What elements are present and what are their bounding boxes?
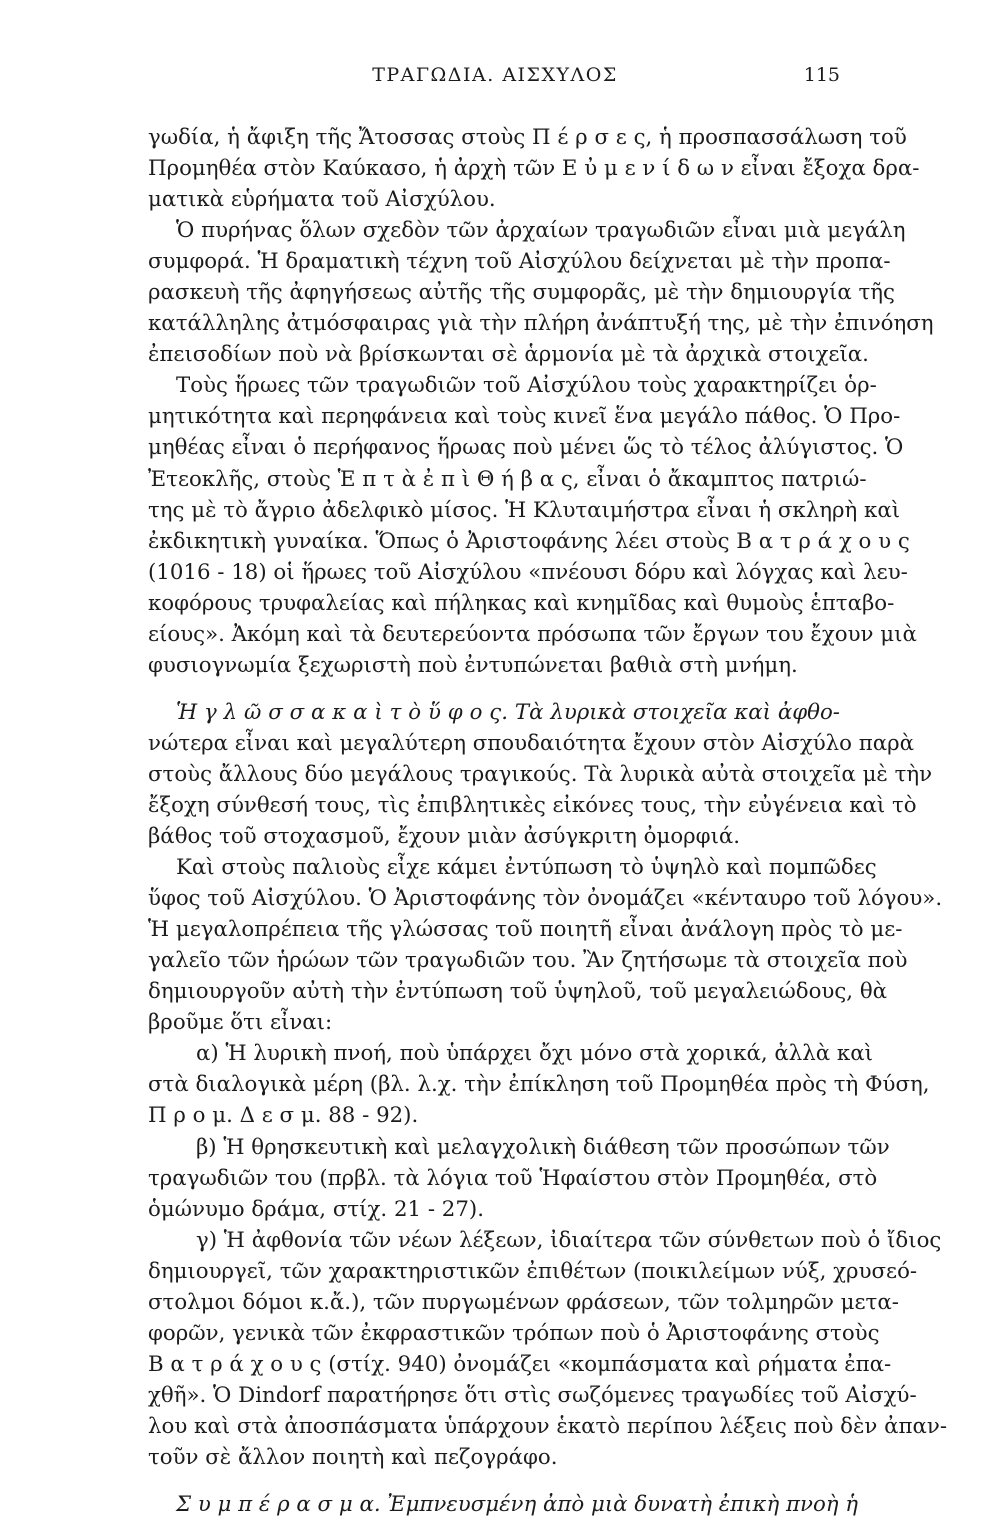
text-line: βροῦμε ὅτι εἶναι:	[148, 1010, 333, 1036]
text-line: μηθέας εἶναι ὁ περήφανος ἥρωας ποὺ μένει ὥς τὸ τέλος ἀλύγιστος. Ὁ	[148, 435, 904, 461]
text-line: δημιουργοῦν αὐτὴ τὴν ἐντύπωση τοῦ ὑψηλοῦ, τοῦ μεγαλειώδους, θὰ	[148, 979, 888, 1005]
text-line: μητικότητα καὶ περηφάνεια καὶ τοὺς κινεῖ ἕνα μεγάλο πάθος. Ὁ Προ-	[148, 404, 901, 430]
running-title: ΤΡΑΓΩΔΙΑ. ΑΙΣΧΥΛΟΣ	[372, 64, 618, 86]
section-heading-line: Σ υ μ π έ ρ α σ μ α. Ἐμπνευσμένη ἀπὸ μιὰ δυνατὴ ἐπικὴ πνοὴ ἡ	[176, 1492, 859, 1518]
text-line: φυσιογνωμία ξεχωριστὴ ποὺ ἐντυπώνεται βαθιὰ στὴ μνήμη.	[148, 652, 798, 678]
text-line: Ἡ μεγαλοπρέπεια τῆς γλώσσας τοῦ ποιητῆ εἶναι ἀνάλογη πρὸς τὸ με-	[148, 917, 903, 943]
text-line: λου καὶ στὰ ἀποσπάσματα ὑπάρχουν ἑκατὸ περίπου λέξεις ποὺ δὲν ἀπαν-	[148, 1413, 948, 1439]
text-line: στολμοι δόμοι κ.ἄ.), τῶν πυργωμένων φράσεων, τῶν τολμηρῶν μετα-	[148, 1289, 899, 1315]
text-line: ματικὰ εὑρήματα τοῦ Αἰσχύλου.	[148, 187, 496, 213]
text-line: κατάλληλης ἀτμόσφαιρας γιὰ τὴν πλήρη ἀνάπτυξή της, μὲ τὴν ἐπινόηση	[148, 311, 934, 337]
text-line: νώτερα εἶναι καὶ μεγαλύτερη σπουδαιότητα ἔχουν στὸν Αἰσχύλο παρὰ	[148, 730, 915, 756]
text-line: ἐπεισοδίων ποὺ νὰ βρίσκωνται σὲ ἁρμονία μὲ τὰ ἀρχικὰ στοιχεῖα.	[148, 342, 869, 368]
text-line: τοῦν σὲ ἄλλον ποιητὴ καὶ πεζογράφο.	[148, 1444, 558, 1470]
text-line: Ἐτεοκλῆς, στοὺς Ἑ π τ ὰ ἐ π ὶ Θ ή β α ς, εἶναι ὁ ἄκαμπτος πατριώ-	[148, 466, 867, 492]
page-header	[150, 58, 840, 92]
text-line: ἔξοχη σύνθεσή τους, τὶς ἐπιβλητικὲς εἰκόνες τους, τὴν εὐγένεια καὶ τὸ	[148, 792, 917, 818]
page-number: 115	[803, 64, 840, 86]
text-line: βάθος τοῦ στοχασμοῦ, ἔχουν μιὰν ἀσύγκριτη ὀμορφιά.	[148, 824, 741, 850]
text-line: ὁμώνυμο δράμα, στίχ. 21 - 27).	[148, 1196, 484, 1222]
text-line: Ὁ πυρήνας ὅλων σχεδὸν τῶν ἀρχαίων τραγωδιῶν εἶναι μιὰ μεγάλη	[176, 218, 906, 244]
list-item-a: α) Ἡ λυρικὴ πνοή, ποὺ ὑπάρχει ὄχι μόνο στὰ χορικά, ἀλλὰ καὶ	[196, 1041, 873, 1067]
text-line: ἐκδικητικὴ γυναίκα. Ὅπως ὁ Ἀριστοφάνης λέει στοὺς Β α τ ρ ά χ ο υ ς	[148, 528, 910, 554]
section-heading-line: Ἡ γ λ ῶ σ σ α κ α ὶ τ ὸ ὕ φ ο ς. Τὰ λυρικὰ στοιχεῖα καὶ ἀφθο-	[176, 699, 840, 725]
text-line: Προμηθέα στὸν Καύκασο, ἡ ἀρχὴ τῶν Ε ὐ μ ε ν ί δ ω ν εἶναι ἔξοχα δρα-	[148, 156, 920, 182]
paragraph-gap	[148, 1473, 840, 1489]
text-line: Καὶ στοὺς παλιοὺς εἶχε κάμει ἐντύπωση τὸ ὑψηλὸ καὶ πομπῶδες	[176, 855, 877, 881]
text-line: χθῆ». Ὁ Dindorf παρατήρησε ὅτι στὶς σωζόμενες τραγωδίες τοῦ Αἰσχύ-	[148, 1382, 917, 1408]
text-line: τραγωδιῶν του (πρβλ. τὰ λόγια τοῦ Ἡφαίστου στὸν Προμηθέα, στὸ	[148, 1165, 878, 1191]
text-line: γωδία, ἡ ἄφιξη τῆς Ἄτοσσας στοὺς Π έ ρ σ ε ς, ἡ προσπασσάλωση τοῦ	[148, 125, 907, 150]
text-line: Π ρ ο μ. Δ ε σ μ. 88 - 92).	[148, 1103, 419, 1129]
text-line: Β α τ ρ ά χ ο υ ς (στίχ. 940) ὀνομάζει «κομπάσματα καὶ ρήματα ἐπα-	[148, 1351, 892, 1377]
text-line: φορῶν, γενικὰ τῶν ἐκφραστικῶν τρόπων ποὺ ὁ Ἀριστοφάνης στοὺς	[148, 1320, 880, 1346]
text-line: είους». Ἀκόμη καὶ τὰ δευτερεύοντα πρόσωπα τῶν ἔργων του ἔχουν μιὰ	[148, 621, 917, 647]
text-line: γαλεῖο τῶν ἡρώων τῶν τραγωδιῶν του. Ἂν ζητήσωμε τὰ στοιχεῖα ποὺ	[148, 948, 908, 974]
list-item-b: β) Ἡ θρησκευτικὴ καὶ μελαγχολικὴ διάθεση τῶν προσώπων τῶν	[196, 1134, 890, 1160]
text-line: στοὺς ἄλλους δύο μεγάλους τραγικούς. Τὰ λυρικὰ αὐτὰ στοιχεῖα μὲ τὴν	[148, 761, 933, 787]
text-line: συμφορά. Ἡ δραματικὴ τέχνη τοῦ Αἰσχύλου δείχνεται μὲ τὴν προπα-	[148, 249, 891, 275]
text-line: ρασκευὴ τῆς ἀφηγήσεως αὐτῆς τῆς συμφορᾶς, μὲ τὴν δημιουργία τῆς	[148, 280, 895, 306]
text-line: ὕφος τοῦ Αἰσχύλου. Ὁ Ἀριστοφάνης τὸν ὀνομάζει «κένταυρο τοῦ λόγου».	[148, 886, 943, 912]
text-line: στὰ διαλογικὰ μέρη (βλ. λ.χ. τὴν ἐπίκληση τοῦ Προμηθέα πρὸς τὴ Φύση,	[148, 1072, 930, 1098]
text-line: Τοὺς ἥρωες τῶν τραγωδιῶν τοῦ Αἰσχύλου τοὺς χαρακτηρίζει ὁρ-	[176, 373, 877, 399]
text-line: δημιουργεῖ, τῶν χαρακτηριστικῶν ἐπιθέτων (ποικιλείμων νύξ, χρυσεό-	[148, 1258, 918, 1284]
text-line: της μὲ τὸ ἄγριο ἀδελφικὸ μίσος. Ἡ Κλυταιμήστρα εἶναι ἡ σκληρὴ καὶ	[148, 497, 901, 523]
list-item-c: γ) Ἡ ἀφθονία τῶν νέων λέξεων, ἰδιαίτερα τῶν σύνθετων ποὺ ὁ ἴδιος	[196, 1227, 942, 1253]
text-line: (1016 - 18) οἱ ἥρωες τοῦ Αἰσχύλου «πνέουσι δόρυ καὶ λόγχας καὶ λευ-	[148, 559, 908, 585]
paragraph-gap	[148, 681, 840, 697]
text-line: κοφόρους τρυφαλείας καὶ πήληκας καὶ κνημῖδας καὶ θυμοὺς ἑπταβο-	[148, 590, 895, 616]
body-text	[148, 122, 948, 1520]
